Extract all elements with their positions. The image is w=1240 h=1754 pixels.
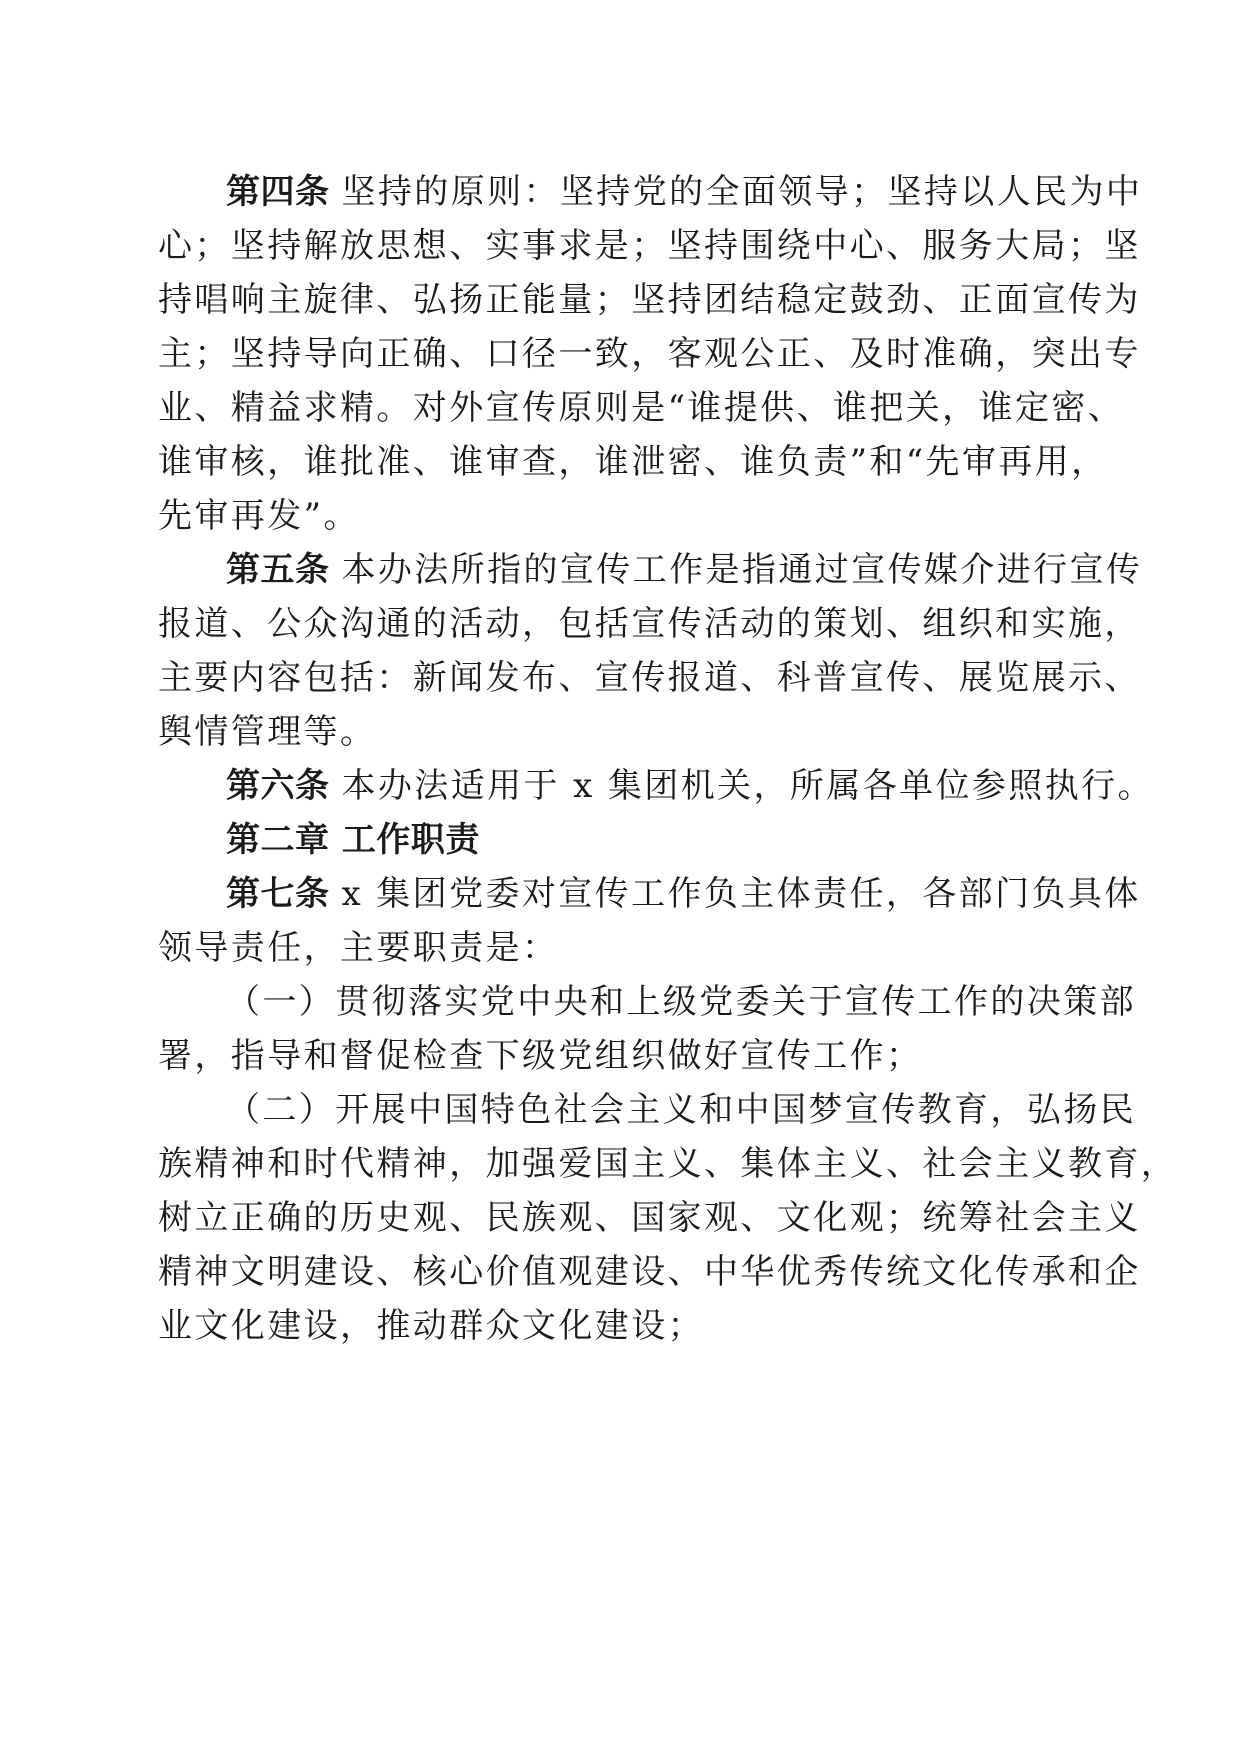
item-1-line-1: （一）贯彻落实党中央和上级党委关于宣传工作的决策部 [226,982,1136,1022]
article-4-line-2: 心；坚持解放思想、实事求是；坚持围绕中心、服务大局；坚 [158,226,1141,266]
item-2-line-4: 精神文明建设、核心价值观建设、中华优秀传统文化传承和企 [158,1252,1141,1292]
article-4-line-6: 谁审核，谁批准、谁审查，谁泄密、谁负责”和“先审再用， [158,442,1108,482]
article-6-text: 本办法适用于 x 集团机关，所属各单位参照执行。 [341,766,1154,806]
article-4-label: 第四条 [226,172,330,212]
item-1-line-2: 署，指导和督促检查下级党组织做好宣传工作； [158,1036,923,1076]
article-5-line-4: 舆情管理等。 [158,712,377,752]
item-2-line-2: 族精神和时代精神，加强爱国主义、集体主义、社会主义教育， [158,1144,1178,1184]
article-7-text: x 集团党委对宣传工作负主体责任，各部门负具体 [341,874,1141,914]
article-4-line-1 [226,164,1142,220]
item-2-line-1: （二）开展中国特色社会主义和中国梦宣传教育，弘扬民 [226,1090,1136,1130]
article-5-line-2: 报道、公众沟通的活动，包括宣传活动的策划、组织和实施， [158,604,1141,644]
article-4-line-7: 先审再发”。 [158,496,360,536]
article-6-line-1 [226,758,1154,814]
article-6-label: 第六条 [226,766,330,806]
article-4-line-4: 主；坚持导向正确、口径一致，客观公正、及时准确，突出专 [158,334,1141,374]
article-4-line-3: 持唱响主旋律、弘扬正能量；坚持团结稳定鼓劲、正面宣传为 [158,280,1141,320]
article-5-line-1 [226,542,1142,598]
article-7-line-1 [226,866,1141,922]
article-4-text: 坚持的原则：坚持党的全面领导；坚持以人民为中 [341,172,1143,212]
article-5-line-3: 主要内容包括：新闻发布、宣传报道、科普宣传、展览展示、 [158,658,1141,698]
article-5-label: 第五条 [226,550,330,590]
chapter-2-heading: 第二章 工作职责 [226,820,480,860]
article-5-text: 本办法所指的宣传工作是指通过宣传媒介进行宣传 [341,550,1143,590]
article-4-line-5: 业、精益求精。对外宣传原则是“谁提供、谁把关，谁定密、 [158,388,1125,428]
item-2-line-3: 树立正确的历史观、民族观、国家观、文化观；统筹社会主义 [158,1198,1141,1238]
item-2-line-5: 业文化建设，推动群众文化建设； [158,1306,704,1346]
article-7-label: 第七条 [226,874,330,914]
article-7-line-2: 领导责任，主要职责是： [158,928,559,968]
